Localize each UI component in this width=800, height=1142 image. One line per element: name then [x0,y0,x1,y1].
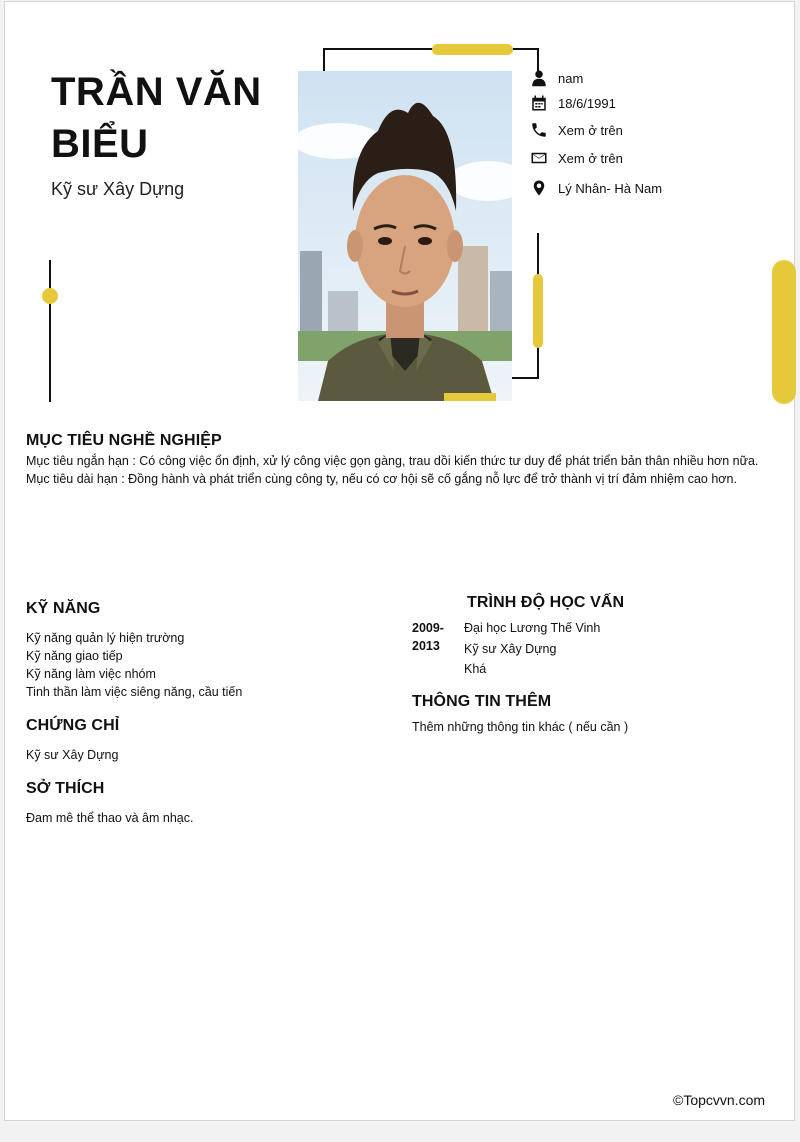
contact-birthdate [529,91,616,115]
candidate-name: TRẦN VĂN BIỂU [51,70,262,166]
decor-yellow-bar-side [533,274,543,348]
gender-value: nam [558,70,584,86]
hobbies-text: Đam mê thể thao và âm nhạc. [26,811,194,825]
hobbies-heading: SỞ THÍCH [26,780,105,797]
education-major: Kỹ sư Xây Dựng [464,642,557,656]
decor-yellow-dot [42,288,58,304]
skills-heading: KỸ NĂNG [26,600,101,617]
footer-copyright: ©Topcvvn.com [673,1092,766,1108]
additional-heading: THÔNG TIN THÊM [412,693,552,710]
education-heading: TRÌNH ĐỘ HỌC VẤN [467,594,625,611]
objective-short-term: Mục tiêu ngắn hạn : Có công việc ổn định, xử lý công việc gọn gàng, trau dồi kiến thức tư duy để phát triển bản thân nhiều hơn nữa. [26,454,759,468]
education-year-start: 2009- [412,621,444,635]
additional-text: Thêm những thông tin khác ( nếu cần ) [412,720,629,734]
address-value: Lý Nhân- Hà Nam [558,180,663,196]
education-school: Đại học Lương Thế Vinh [464,621,601,635]
envelope-icon [529,148,549,168]
phone-value: Xem ở trên [558,122,623,138]
skill-item: Kỹ năng giao tiếp [26,649,123,663]
location-pin-icon [529,178,549,198]
skill-item: Tinh thần làm việc siêng năng, cầu tiến [26,685,243,699]
objective-long-term: Mục tiêu dài hạn : Đồng hành và phát triển cùng công ty, nếu có cơ hội sẽ cố gắng nỗ lực để trở thành vị trí đảm nhiệm cao hơn. [26,472,737,486]
skill-item: Kỹ năng quản lý hiện trường [26,631,185,645]
contact-email [529,146,623,170]
decor-left-line [49,260,51,402]
job-title: Kỹ sư Xây Dựng [51,179,185,199]
decor-frame-left [323,48,325,72]
email-value: Xem ở trên [558,150,623,166]
cv-page [4,1,795,1121]
contact-gender [529,66,583,90]
decor-yellow-bar-edge [772,260,796,404]
phone-icon [529,120,549,140]
education-grade: Khá [464,662,487,676]
contact-address [529,176,662,200]
calendar-icon [529,93,549,113]
contact-phone [529,118,623,142]
education-year-end: 2013 [412,639,440,653]
birthdate-value: 18/6/1991 [558,95,616,111]
skill-item: Kỹ năng làm việc nhóm [26,667,156,681]
objective-heading: MỤC TIÊU NGHỀ NGHIỆP [26,432,222,449]
certificate-item: Kỹ sư Xây Dựng [26,748,119,762]
certificates-heading: CHỨNG CHỈ [26,717,120,734]
decor-yellow-bar-top [432,44,513,55]
profile-photo [298,71,512,401]
decor-frame-bottom [512,377,539,379]
person-icon [529,68,549,88]
